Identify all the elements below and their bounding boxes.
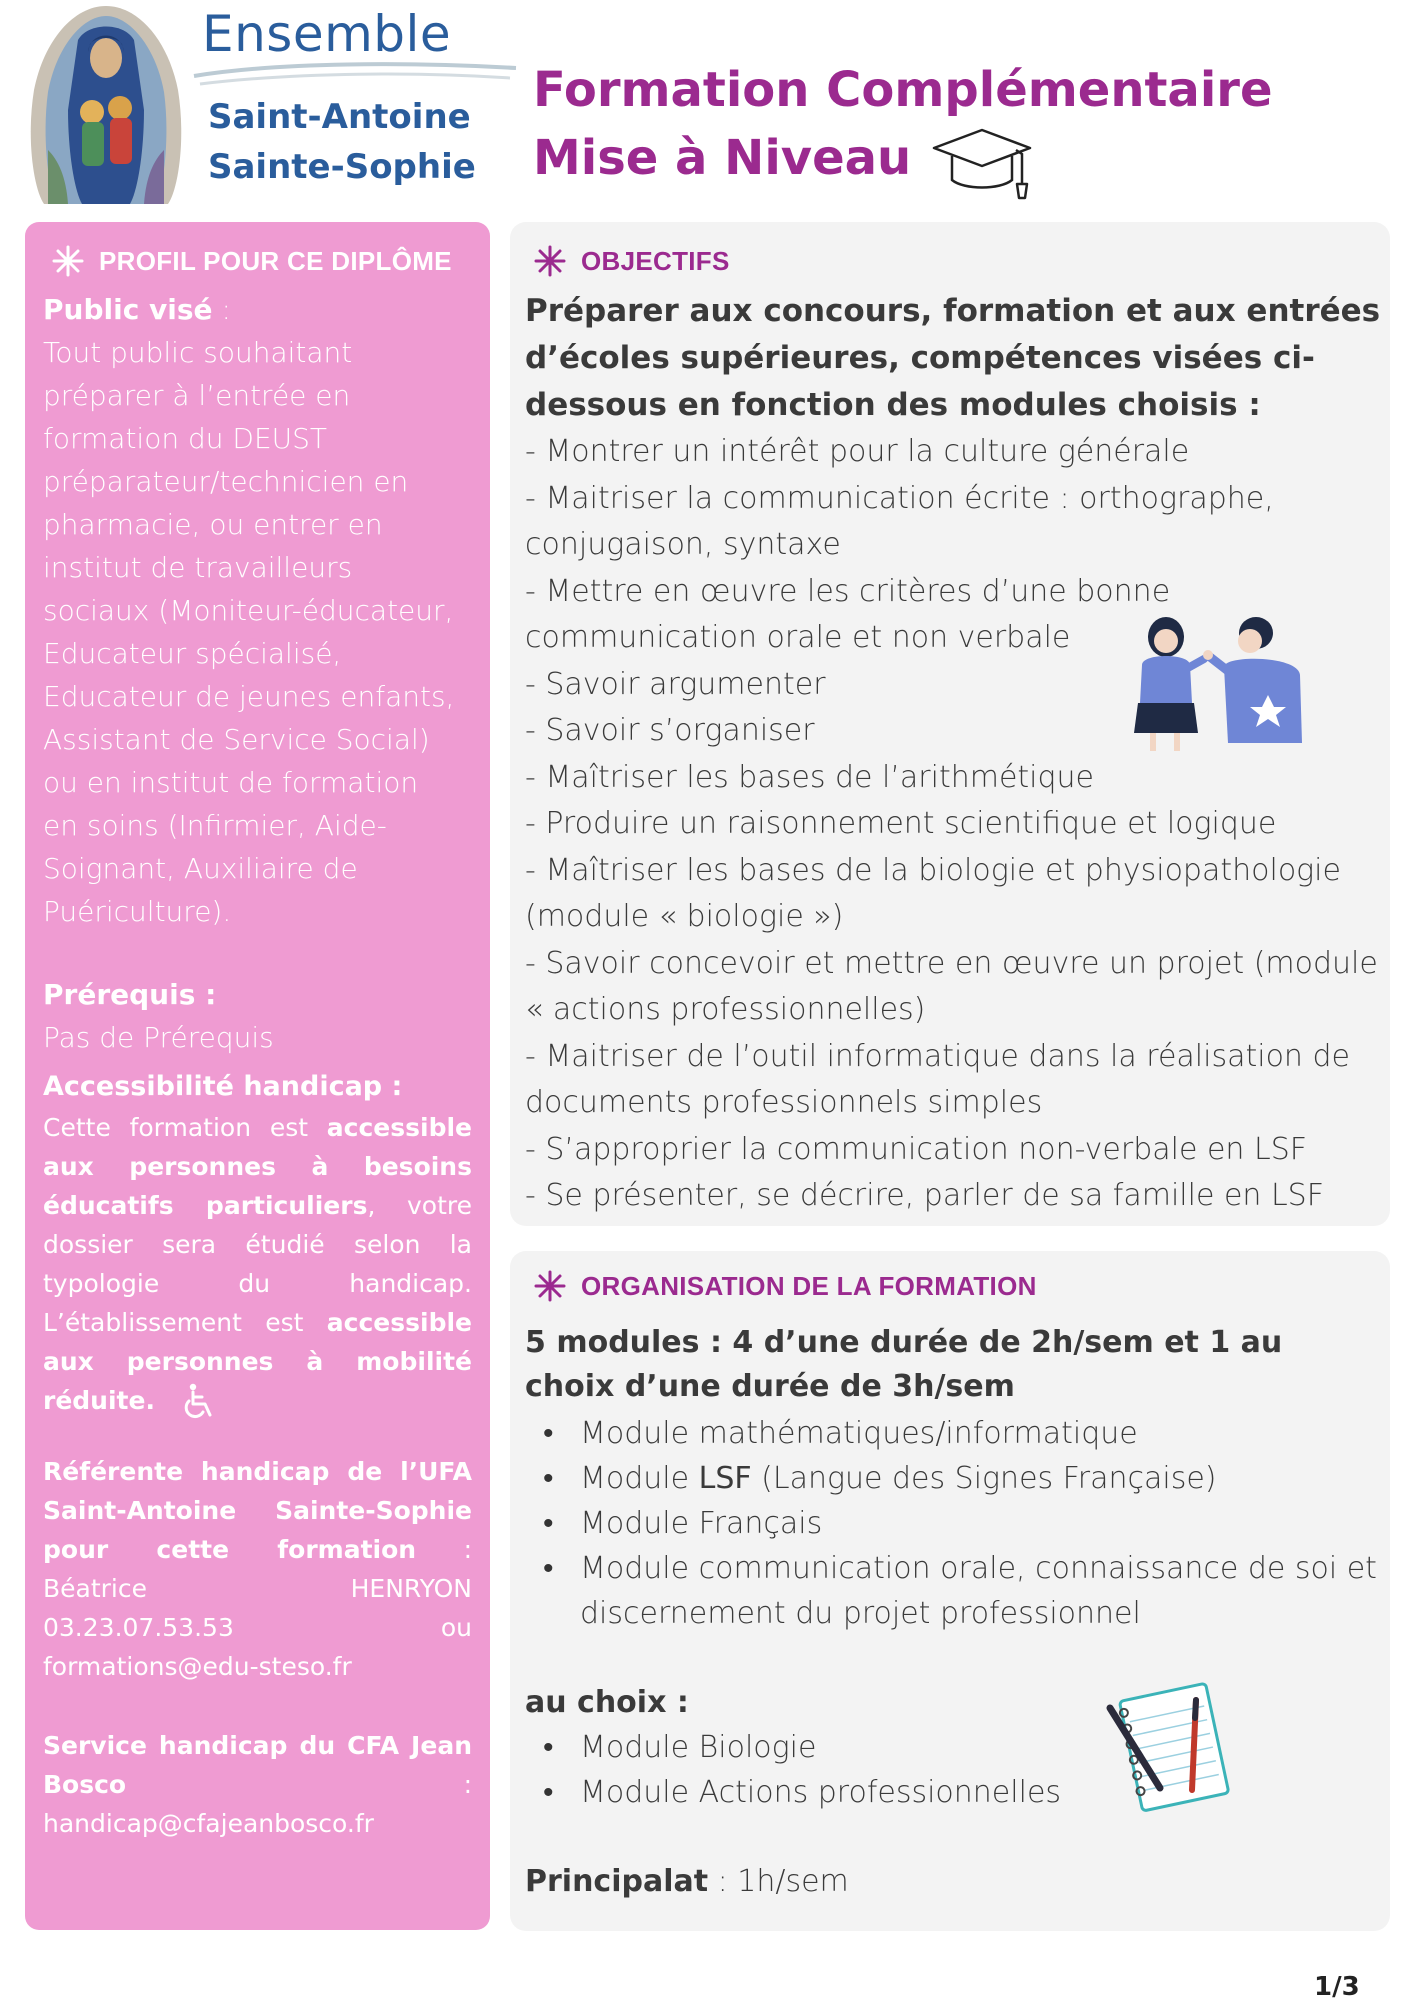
service-handicap-section	[43, 1726, 472, 1843]
accessibility-line: réduite.	[43, 1381, 472, 1422]
public-line: Soignant, Auxiliaire de	[43, 852, 358, 885]
prereq-label: Prérequis :	[43, 978, 217, 1011]
accessibility-line: typologie du handicap.	[43, 1269, 472, 1298]
accessibility-line: Cette formation est accessible	[43, 1113, 472, 1142]
referent-email-link[interactable]: formations@edu-steso.fr	[43, 1652, 352, 1681]
referent-line: Saint-Antoine Sainte-Sophie	[43, 1496, 472, 1525]
objectives-intro: Préparer aux concours, formation et aux entrées d’écoles supérieures, compétences visées ci-dessous en fonction des modules choisis :	[525, 293, 1381, 423]
public-line: Educateur de jeunes enfants,	[43, 680, 455, 713]
public-line: Educateur spécialisé,	[43, 637, 342, 670]
referent-line: Référente handicap de l’UFA	[43, 1457, 472, 1486]
prereq-value: Pas de Prérequis	[43, 1021, 274, 1054]
wheelchair-icon	[179, 1382, 219, 1422]
organisation-heading-label: ORGANISATION DE LA FORMATION	[581, 1270, 1037, 1301]
objectives-heading-label: OBJECTIFS	[581, 245, 730, 276]
service-line: Bosco :	[43, 1770, 472, 1799]
public-line: préparateur/technicien en	[43, 465, 409, 498]
accessibility-line: aux personnes à mobilité	[43, 1347, 472, 1376]
principalat-line: Principalat : 1h/sem	[525, 1864, 849, 1899]
logo-madonna-illustration	[18, 0, 194, 204]
objective-line: - Savoir s’organiser	[525, 713, 815, 748]
public-line: Assistant de Service Social)	[43, 723, 430, 756]
objective-line: - Se présenter, se décrire, parler de sa famille en LSF	[525, 1178, 1324, 1213]
public-colon: :	[212, 293, 231, 326]
title-line-1: Formation Complémentaire	[533, 62, 1273, 118]
title-line-2: Mise à Niveau	[533, 130, 912, 186]
objective-line: - Mettre en œuvre les critères d’une bonne	[525, 573, 1171, 609]
objective-line: - Maitriser la communication écrite : orthographe,	[525, 480, 1274, 516]
sunburst-star-icon	[51, 244, 85, 278]
public-line: ou en institut de formation	[43, 766, 419, 799]
accessibility-line: L’établissement est accessible	[43, 1308, 472, 1337]
objective-line: documents professionnels simples	[525, 1085, 1043, 1120]
referent-name: Béatrice HENRYON	[43, 1574, 472, 1603]
public-section	[43, 288, 472, 933]
objectives-heading	[533, 244, 1390, 278]
objective-line: - Montrer un intérêt pour la culture générale	[525, 434, 1190, 469]
accessibility-line: dossier sera étudié selon la	[43, 1230, 472, 1259]
brand-name: Ensemble	[202, 5, 452, 63]
objective-line: « actions professionnelles)	[525, 992, 926, 1027]
list-item: • Module Actions professionnelles	[525, 1770, 1390, 1815]
objective-line: - Savoir concevoir et mettre en œuvre un projet (module	[525, 945, 1378, 981]
page-title	[533, 56, 1273, 192]
service-email-link[interactable]: handicap@cfajeanbosco.fr	[43, 1809, 374, 1838]
profile-sidebar	[25, 222, 490, 1930]
public-line: sociaux (Moniteur-éducateur,	[43, 594, 454, 627]
organisation-heading	[533, 1269, 1390, 1303]
profile-heading	[51, 244, 472, 278]
brand-sub-1: Saint-Antoine	[208, 97, 471, 137]
public-line: Puériculture).	[43, 895, 232, 928]
objective-line: - S’approprier la communication non-verbale en LSF	[525, 1131, 1307, 1167]
objective-line: (module « biologie »)	[525, 899, 844, 934]
referent-section	[43, 1452, 472, 1686]
public-line: Tout public souhaitant	[43, 336, 353, 369]
graduation-cap-icon	[928, 124, 1036, 204]
notebook-illustration	[1100, 1678, 1240, 1816]
people-illustration	[1128, 615, 1304, 757]
brand-swoosh-decoration	[190, 58, 520, 98]
objective-line: communication orale et non verbale	[525, 620, 1071, 655]
list-item: • Module Français	[525, 1501, 1390, 1546]
choice-label: au choix :	[525, 1685, 689, 1720]
brand-sub-2: Sainte-Sophie	[208, 147, 476, 187]
public-line: en soins (Infirmier, Aide-	[43, 809, 387, 842]
sunburst-star-icon	[533, 1269, 567, 1303]
brand-block	[200, 2, 510, 192]
profile-heading-label: PROFIL POUR CE DIPLÔME	[99, 245, 452, 276]
public-line: formation du DEUST	[43, 422, 328, 455]
choice-list	[525, 1725, 1390, 1815]
objective-line: - Maîtriser les bases de l’arithmétique	[525, 759, 1095, 795]
module-list	[525, 1411, 1390, 1636]
objective-line: - Produire un raisonnement scientifique et logique	[525, 806, 1277, 841]
page-number: 1/3	[1314, 1972, 1360, 2000]
service-line: Service handicap du CFA Jean	[43, 1731, 472, 1760]
list-item: • Module Biologie	[525, 1725, 1390, 1770]
organisation-intro: 5 modules : 4 d’une durée de 2h/sem et 1 au choix d’une durée de 3h/sem	[525, 1325, 1283, 1404]
objective-line: - Maîtriser les bases de la biologie et physiopathologie	[525, 852, 1341, 888]
prereq-section	[43, 973, 472, 1059]
referent-phone: 03.23.07.53.53 ou	[43, 1613, 472, 1642]
public-label: Public visé	[43, 293, 213, 326]
organisation-panel	[510, 1251, 1390, 1931]
public-line: préparer à l’entrée en	[43, 379, 351, 412]
sunburst-star-icon	[533, 244, 567, 278]
list-item: • Module communication orale, connaissance de soi et discernement du projet professionnel	[525, 1546, 1390, 1636]
accessibility-section	[43, 1065, 472, 1422]
public-line: institut de travailleurs	[43, 551, 353, 584]
list-item: • Module mathématiques/informatique	[525, 1411, 1390, 1456]
objective-line: conjugaison, syntaxe	[525, 527, 841, 562]
accessibility-line: éducatifs particuliers, votre	[43, 1191, 472, 1220]
list-item: • Module LSF (Langue des Signes Française)	[525, 1456, 1390, 1501]
public-line: pharmacie, ou entrer en	[43, 508, 383, 541]
accessibility-label: Accessibilité handicap :	[43, 1071, 403, 1102]
referent-line: pour cette formation :	[43, 1535, 472, 1564]
objective-line: - Maitriser de l’outil informatique dans la réalisation de	[525, 1038, 1350, 1074]
objective-line: - Savoir argumenter	[525, 666, 826, 702]
accessibility-line: aux personnes à besoins	[43, 1152, 472, 1181]
